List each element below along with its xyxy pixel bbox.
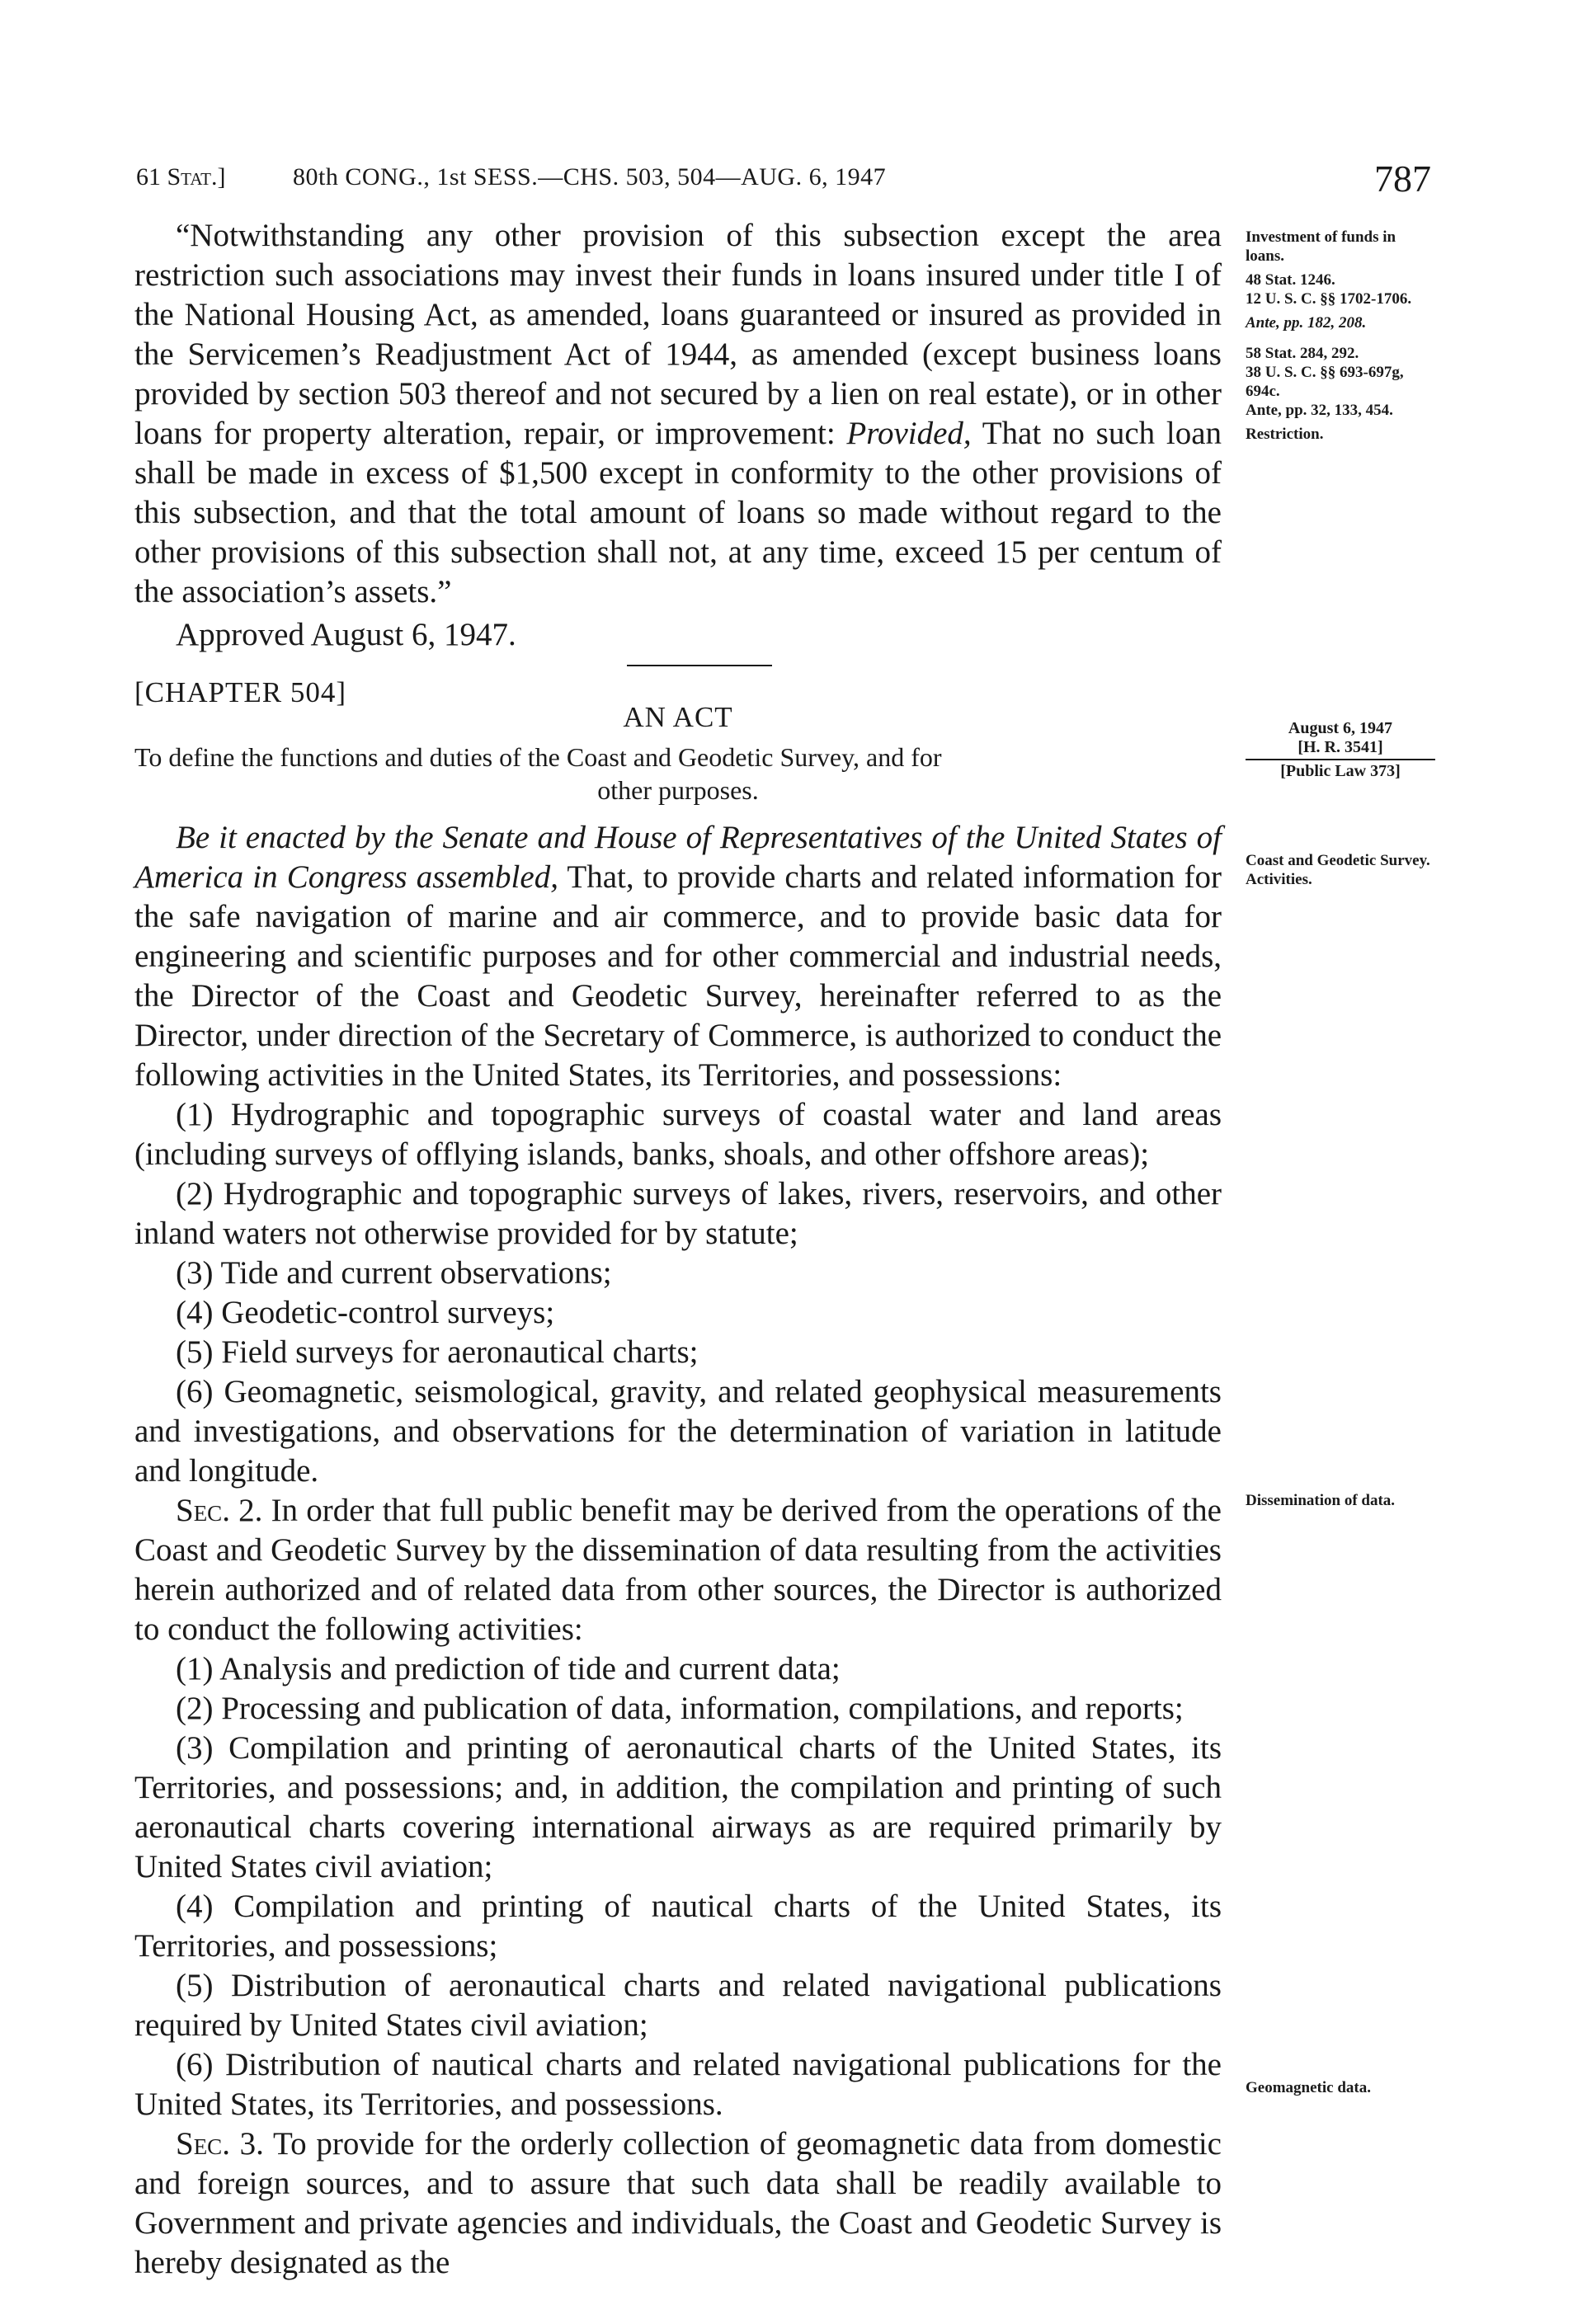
statute-reference: 61 Stat.] bbox=[136, 163, 226, 191]
note-coast-survey: Coast and Geodetic Survey. Activities. bbox=[1246, 852, 1430, 888]
date-note-rule bbox=[1246, 759, 1435, 760]
section-top bbox=[134, 216, 1222, 655]
sec3-paragraph: Sec. 3. To provide for the orderly collection of geomagnetic data from domestic and foreign sources, and to assure that such data shall be readily available to Government and private agencies and individuals, the Coast and Geodetic Survey is hereby designated as the bbox=[134, 2126, 1222, 2280]
note-48-stat: 48 Stat. 1246. bbox=[1246, 271, 1335, 289]
chapter-label: [CHAPTER 504] bbox=[134, 676, 347, 708]
sec2-label: Sec. 2. bbox=[176, 1493, 263, 1528]
sec2-item: (3) Compilation and printing of aeronautical charts of the United States, its Territories, and possessions; and, in addition, the compilation and printing of such aeronautical charts covering international airways as are required primarily by United States civil aviation; bbox=[134, 1730, 1222, 1884]
act-date: August 6, 1947 bbox=[1288, 719, 1393, 737]
activity-item: (1) Hydrographic and topographic surveys of coastal water and land areas (including surveys of offlying islands, banks, shoals, and other offshore areas); bbox=[134, 1097, 1222, 1172]
sec2-item: (4) Compilation and printing of nautical charts of the United States, its Territories, and possessions; bbox=[134, 1889, 1222, 1964]
activity-item: (5) Field surveys for aeronautical charts; bbox=[176, 1334, 699, 1370]
act-purpose bbox=[134, 741, 1222, 807]
sec2-item: (6) Distribution of nautical charts and related navigational publications for the United States, its Territories, and possessions. bbox=[134, 2047, 1222, 2122]
sec2-paragraph: Sec. 2. In order that full public benefit may be derived from the operations of the Coast and Geodetic Survey by the dissemination of data resulting from the activities herein authorized and of related data from other sources, the Director is authorized to conduct the following activities: bbox=[134, 1493, 1222, 1647]
activity-item: (4) Geodetic-control surveys; bbox=[176, 1295, 555, 1330]
note-investment: Investment of funds in loans. bbox=[1246, 228, 1396, 265]
margin-notes-top bbox=[1246, 228, 1435, 444]
enacting-clause: Be it enacted by the Senate and House of Representatives of the United States of America in Congress assembled, bbox=[134, 820, 1222, 895]
public-law: [Public Law 373] bbox=[1280, 762, 1401, 780]
sec2-item: (1) Analysis and prediction of tide and current data; bbox=[176, 1651, 841, 1687]
section-divider bbox=[627, 665, 772, 666]
activity-item: (6) Geomagnetic, seismological, gravity, and related geophysical measurements and investigations, and observations for the determination of variation in latitude and longitude. bbox=[134, 1374, 1222, 1489]
activity-item: (3) Tide and current observations; bbox=[176, 1255, 612, 1291]
act-title: AN ACT bbox=[623, 701, 733, 733]
note-58-stat: 58 Stat. 284, 292. bbox=[1246, 345, 1359, 362]
page-number: 787 bbox=[1374, 158, 1431, 200]
note-12-usc: 12 U. S. C. §§ 1702-1706. bbox=[1246, 290, 1412, 308]
purpose-line-1: To define the functions and duties of the Coast and Geodetic Survey, and for bbox=[134, 742, 942, 772]
note-ante-32: Ante, pp. 32, 133, 454. bbox=[1246, 402, 1393, 419]
note-geomagnetic: Geomagnetic data. bbox=[1246, 2079, 1371, 2096]
section-paragraph: “Notwithstanding any other provision of this subsection except the area restriction such associations may invest their funds in loans insured under title I of the National Housing Act, as amended, loans guaranteed or insured as provided in the Servicemen’s Readjustment Act of 1944, as amended (except business loans provided by section 503 thereof and not secured by a lien on real estate), or in other loans for property alteration, repair, or improvement: Provided, That no such loan shall be made in excess of $1,500 except in conformity to the other provisions of this subsection, and that the total amount of loans so made without regard to the other provisions of this subsection shall not, at any time, exceed 15 per centum of the association’s assets.” bbox=[134, 218, 1222, 609]
note-dissemination: Dissemination of data. bbox=[1246, 1492, 1396, 1509]
provided-word: Provided, bbox=[846, 416, 972, 451]
sec2-item: (2) Processing and publication of data, information, compilations, and reports; bbox=[176, 1691, 1184, 1726]
sec2-item: (5) Distribution of aeronautical charts and related navigational publications required by United States civil aviation; bbox=[134, 1968, 1222, 2043]
running-header bbox=[136, 157, 1431, 206]
act-body bbox=[134, 818, 1222, 2283]
session-line: 80th CONG., 1st SESS.—CHS. 503, 504—AUG. 6, 1947 bbox=[293, 163, 887, 191]
sec3-label: Sec. 3. bbox=[176, 2126, 264, 2162]
bill-number: [H. R. 3541] bbox=[1297, 738, 1383, 756]
note-38-usc: 38 U. S. C. §§ 693-697g, 694c. bbox=[1246, 364, 1404, 400]
approved-line: Approved August 6, 1947. bbox=[176, 617, 516, 652]
enacting-paragraph: Be it enacted by the Senate and House of Representatives of the United States of America in Congress assembled, That, to provide charts and related information for the safe navigation of marine and air commerce, and to provide basic data for engineering and scientific purposes and for other commercial and industrial needs, the Director of the Coast and Geodetic Survey, hereinafter referred to as the Director, under direction of the Secretary of Commerce, is authorized to conduct the following activities in the United States, its Territories, and possessions: bbox=[134, 820, 1222, 1093]
purpose-line-2: other purposes. bbox=[597, 775, 759, 805]
note-restriction: Restriction. bbox=[1246, 426, 1324, 443]
activity-item: (2) Hydrographic and topographic surveys of lakes, rivers, reservoirs, and other inland waters not otherwise provided for by statute; bbox=[134, 1176, 1222, 1251]
act-date-note bbox=[1246, 719, 1435, 781]
note-ante-182: Ante, pp. 182, 208. bbox=[1246, 314, 1367, 332]
